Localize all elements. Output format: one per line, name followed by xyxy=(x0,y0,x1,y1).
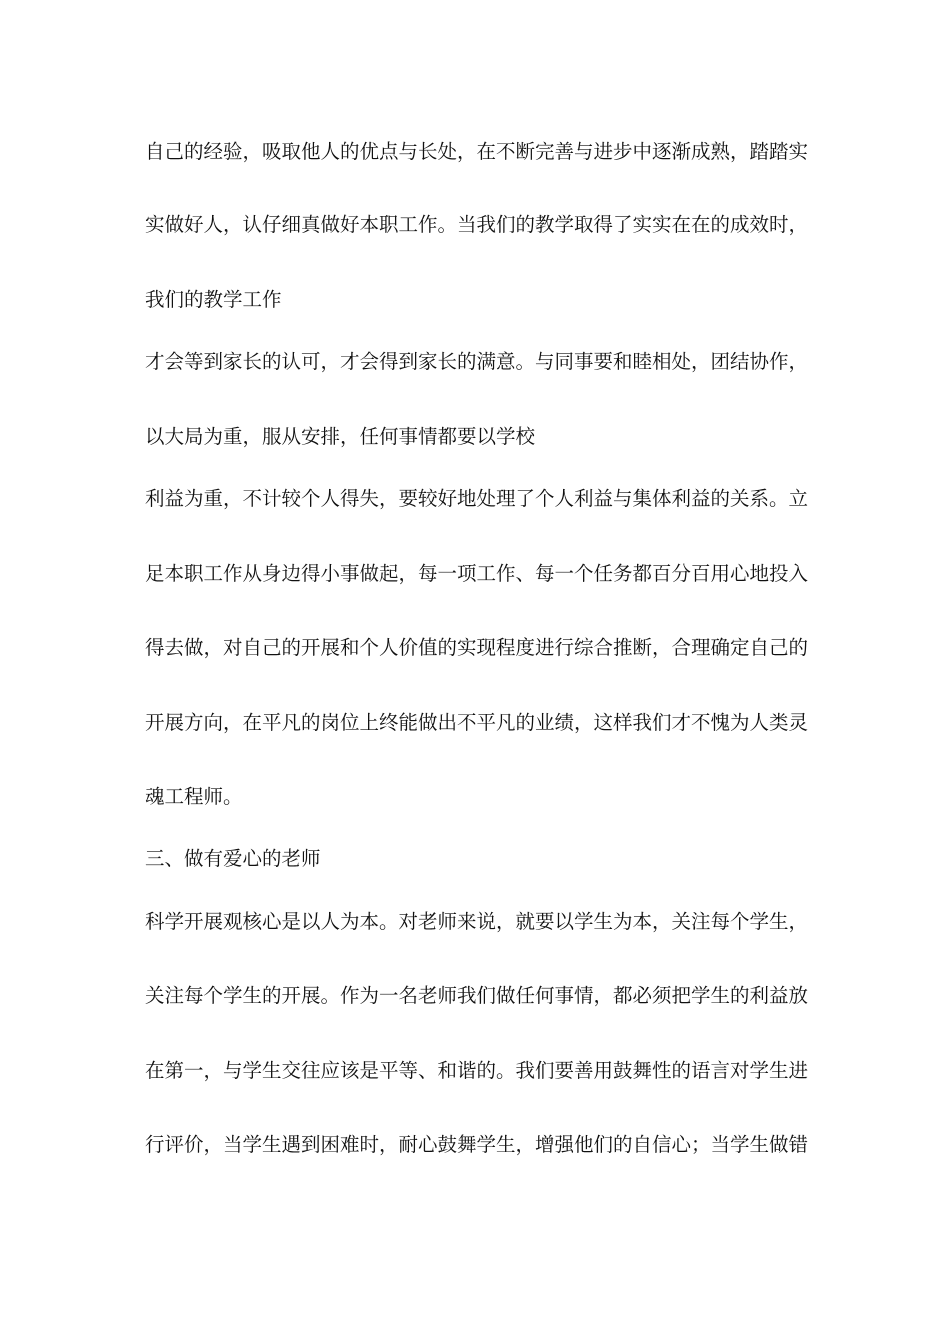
paragraph-line-10: 魂工程师。 xyxy=(145,785,243,808)
paragraph-line-12: 关注每个学生的开展。作为一名老师我们做任何事情，都必须把学生的利益放 xyxy=(145,984,809,1007)
paragraph-line-7: 足本职工作从身边得小事做起，每一项工作、每一个任务都百分百用心地投入 xyxy=(145,562,809,585)
paragraph-line-8: 得去做，对自己的开展和个人价值的实现程度进行综合推断，合理确定自己的 xyxy=(145,636,809,659)
paragraph-line-6: 利益为重，不计较个人得失，要较好地处理了个人利益与集体利益的关系。立 xyxy=(145,487,809,510)
paragraph-line-4: 才会等到家长的认可，才会得到家长的满意。与同事要和睦相处，团结协作， xyxy=(145,350,809,373)
paragraph-line-9: 开展方向，在平凡的岗位上终能做出不平凡的业绩，这样我们才不愧为人类灵 xyxy=(145,711,809,734)
paragraph-line-2: 实做好人，认仔细真做好本职工作。当我们的教学取得了实实在在的成效时， xyxy=(145,213,809,236)
paragraph-line-11: 科学开展观核心是以人为本。对老师来说，就要以学生为本，关注每个学生， xyxy=(145,910,809,933)
section-heading: 三、做有爱心的老师 xyxy=(145,847,321,870)
paragraph-line-3: 我们的教学工作 xyxy=(145,288,282,311)
paragraph-line-5: 以大局为重，服从安排，任何事情都要以学校 xyxy=(145,425,536,448)
paragraph-line-14: 行评价，当学生遇到困难时，耐心鼓舞学生，增强他们的自信心；当学生做错 xyxy=(145,1133,809,1156)
paragraph-line-1: 自己的经验，吸取他人的优点与长处，在不断完善与进步中逐渐成熟，踏踏实 xyxy=(145,140,809,163)
paragraph-line-13: 在第一，与学生交往应该是平等、和谐的。我们要善用鼓舞性的语言对学生进 xyxy=(145,1059,809,1082)
